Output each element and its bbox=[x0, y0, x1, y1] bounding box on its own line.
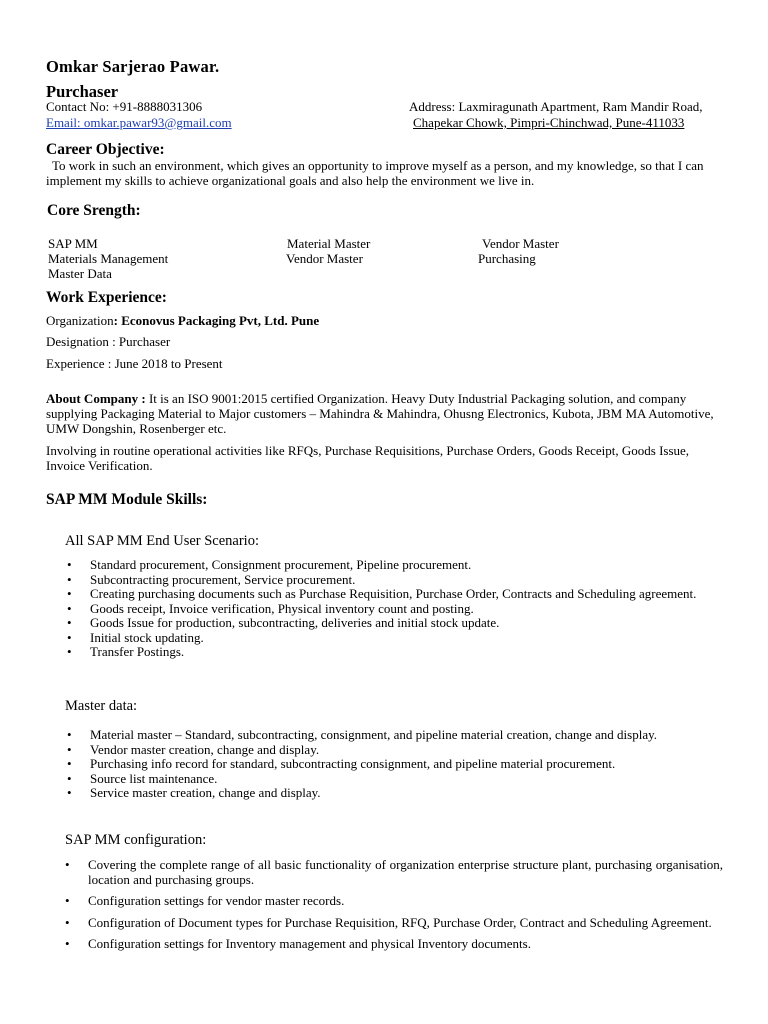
master-data-list bbox=[65, 728, 723, 801]
about-company-label: About Company : bbox=[46, 391, 146, 406]
list-item bbox=[63, 937, 723, 952]
core-strength-item: SAP MM bbox=[48, 236, 98, 251]
list-item bbox=[63, 916, 723, 931]
bullet-icon: • bbox=[65, 936, 70, 951]
about-company-text: It is an ISO 9001:2015 certified Organization. Heavy Duty Industrial Packaging solution, and company supplying Packaging Material to Major customers – Mahindra & Mahindra, Ohusng Electronics, Kubota, JBM MA Automotive, UMW Dongshin, Rosenberger etc. bbox=[46, 391, 714, 436]
bullet-icon: • bbox=[67, 727, 72, 742]
bullet-icon: • bbox=[67, 770, 72, 786]
sap-skills-heading: SAP MM Module Skills: bbox=[46, 491, 208, 508]
list-item bbox=[65, 786, 723, 801]
bullet-icon: • bbox=[67, 557, 72, 572]
bullet-icon: • bbox=[67, 600, 72, 616]
bullet-icon: • bbox=[67, 571, 72, 587]
list-item bbox=[65, 743, 723, 758]
experience-line: Experience : June 2018 to Present bbox=[46, 356, 223, 371]
list-item-text: Material master – Standard, subcontracting, consignment, and pipeline material creation, change and display. bbox=[90, 727, 657, 742]
contact-number: Contact No: +91-8888031306 bbox=[46, 99, 203, 114]
list-item-text: Goods Issue for production, subcontracting, deliveries and initial stock update. bbox=[90, 615, 500, 630]
core-strength-item: Master Data bbox=[48, 266, 112, 281]
address-line-2: Chapekar Chowk, Pimpri-Chinchwad, Pune-411033 bbox=[413, 115, 685, 130]
involving-text: Involving in routine operational activities like RFQs, Purchase Requisitions, Purchase Orders, Goods Receipt, Goods Issue, Invoice Verification. bbox=[46, 443, 690, 473]
bullet-icon: • bbox=[67, 615, 72, 630]
list-item-text: Service master creation, change and display. bbox=[90, 785, 321, 800]
bullet-icon: • bbox=[67, 586, 72, 601]
list-item-text: Goods receipt, Invoice verification, Physical inventory count and posting. bbox=[90, 600, 474, 616]
candidate-name: Omkar Sarjerao Pawar. bbox=[46, 57, 220, 76]
bullet-icon: • bbox=[67, 785, 72, 800]
bullet-icon: • bbox=[65, 914, 70, 930]
list-item bbox=[65, 728, 723, 743]
list-item bbox=[65, 757, 723, 772]
bullet-icon: • bbox=[65, 857, 70, 872]
list-item-text: Vendor master creation, change and display. bbox=[90, 741, 320, 757]
list-item bbox=[65, 616, 723, 631]
list-item bbox=[63, 858, 723, 887]
core-strength-item: Vendor Master bbox=[482, 236, 559, 251]
about-company bbox=[46, 391, 720, 436]
job-title: Purchaser bbox=[46, 82, 119, 101]
core-strength-heading: Core Srength: bbox=[47, 202, 141, 219]
list-item-text: Subcontracting procurement, Service procurement. bbox=[90, 571, 356, 587]
list-item-text: Purchasing info record for standard, subcontracting consignment, and pipeline material procurement. bbox=[90, 756, 616, 771]
list-item-text: Initial stock updating. bbox=[90, 629, 204, 645]
organization-line bbox=[46, 313, 319, 329]
bullet-icon: • bbox=[67, 741, 72, 757]
configuration-title: SAP MM configuration: bbox=[65, 832, 207, 848]
core-strength-item: Purchasing bbox=[478, 251, 536, 266]
list-item-text: Configuration settings for Inventory management and physical Inventory documents. bbox=[88, 936, 531, 951]
organization-label: Organization bbox=[46, 313, 114, 328]
configuration-list bbox=[63, 858, 723, 959]
list-item-text: Covering the complete range of all basic functionality of organization enterprise structure plant, purchasing organisation, location and purchasing groups. bbox=[88, 857, 723, 887]
bullet-icon: • bbox=[67, 644, 72, 659]
list-item-text: Transfer Postings. bbox=[90, 644, 185, 659]
bullet-icon: • bbox=[65, 893, 70, 908]
list-item-text: Source list maintenance. bbox=[90, 770, 218, 786]
address-line-1: Address: Laxmiragunath Apartment, Ram Mandir Road, bbox=[409, 99, 703, 114]
list-item-text: Standard procurement, Consignment procurement, Pipeline procurement. bbox=[90, 557, 472, 572]
list-item bbox=[65, 645, 723, 660]
master-data-title: Master data: bbox=[65, 698, 138, 714]
list-item bbox=[65, 631, 723, 646]
list-item bbox=[65, 587, 723, 602]
career-objective-heading: Career Objective: bbox=[46, 141, 165, 158]
list-item-text: Creating purchasing documents such as Purchase Requisition, Purchase Order, Contracts and Scheduling agreement. bbox=[90, 586, 697, 601]
end-user-scenario-list bbox=[65, 558, 723, 660]
list-item bbox=[65, 573, 723, 588]
organization-value: : Econovus Packaging Pvt, Ltd. Pune bbox=[113, 313, 320, 328]
list-item-text: Configuration settings for vendor master records. bbox=[88, 893, 345, 908]
bullet-icon: • bbox=[67, 756, 72, 771]
career-objective-text: To work in such an environment, which gives an opportunity to improve myself as a person, and my knowledge, so that I can implement my skills to achieve organizational goals and also help the environment we live in. bbox=[46, 158, 704, 188]
core-strength-item: Material Master bbox=[287, 236, 371, 251]
designation-line: Designation : Purchaser bbox=[46, 334, 171, 349]
list-item bbox=[65, 772, 723, 787]
end-user-scenario-title: All SAP MM End User Scenario: bbox=[65, 533, 259, 549]
bullet-icon: • bbox=[67, 629, 72, 645]
email-link[interactable]: Email: omkar.pawar93@gmail.com bbox=[46, 115, 232, 130]
core-strength-item: Vendor Master bbox=[286, 251, 363, 266]
list-item bbox=[65, 602, 723, 617]
list-item bbox=[63, 894, 723, 909]
list-item-text: Configuration of Document types for Purchase Requisition, RFQ, Purchase Order, Contract and Scheduling Agreement. bbox=[88, 914, 712, 930]
list-item bbox=[65, 558, 723, 573]
core-strength-item: Materials Management bbox=[48, 251, 169, 266]
work-experience-heading: Work Experience: bbox=[46, 289, 167, 306]
